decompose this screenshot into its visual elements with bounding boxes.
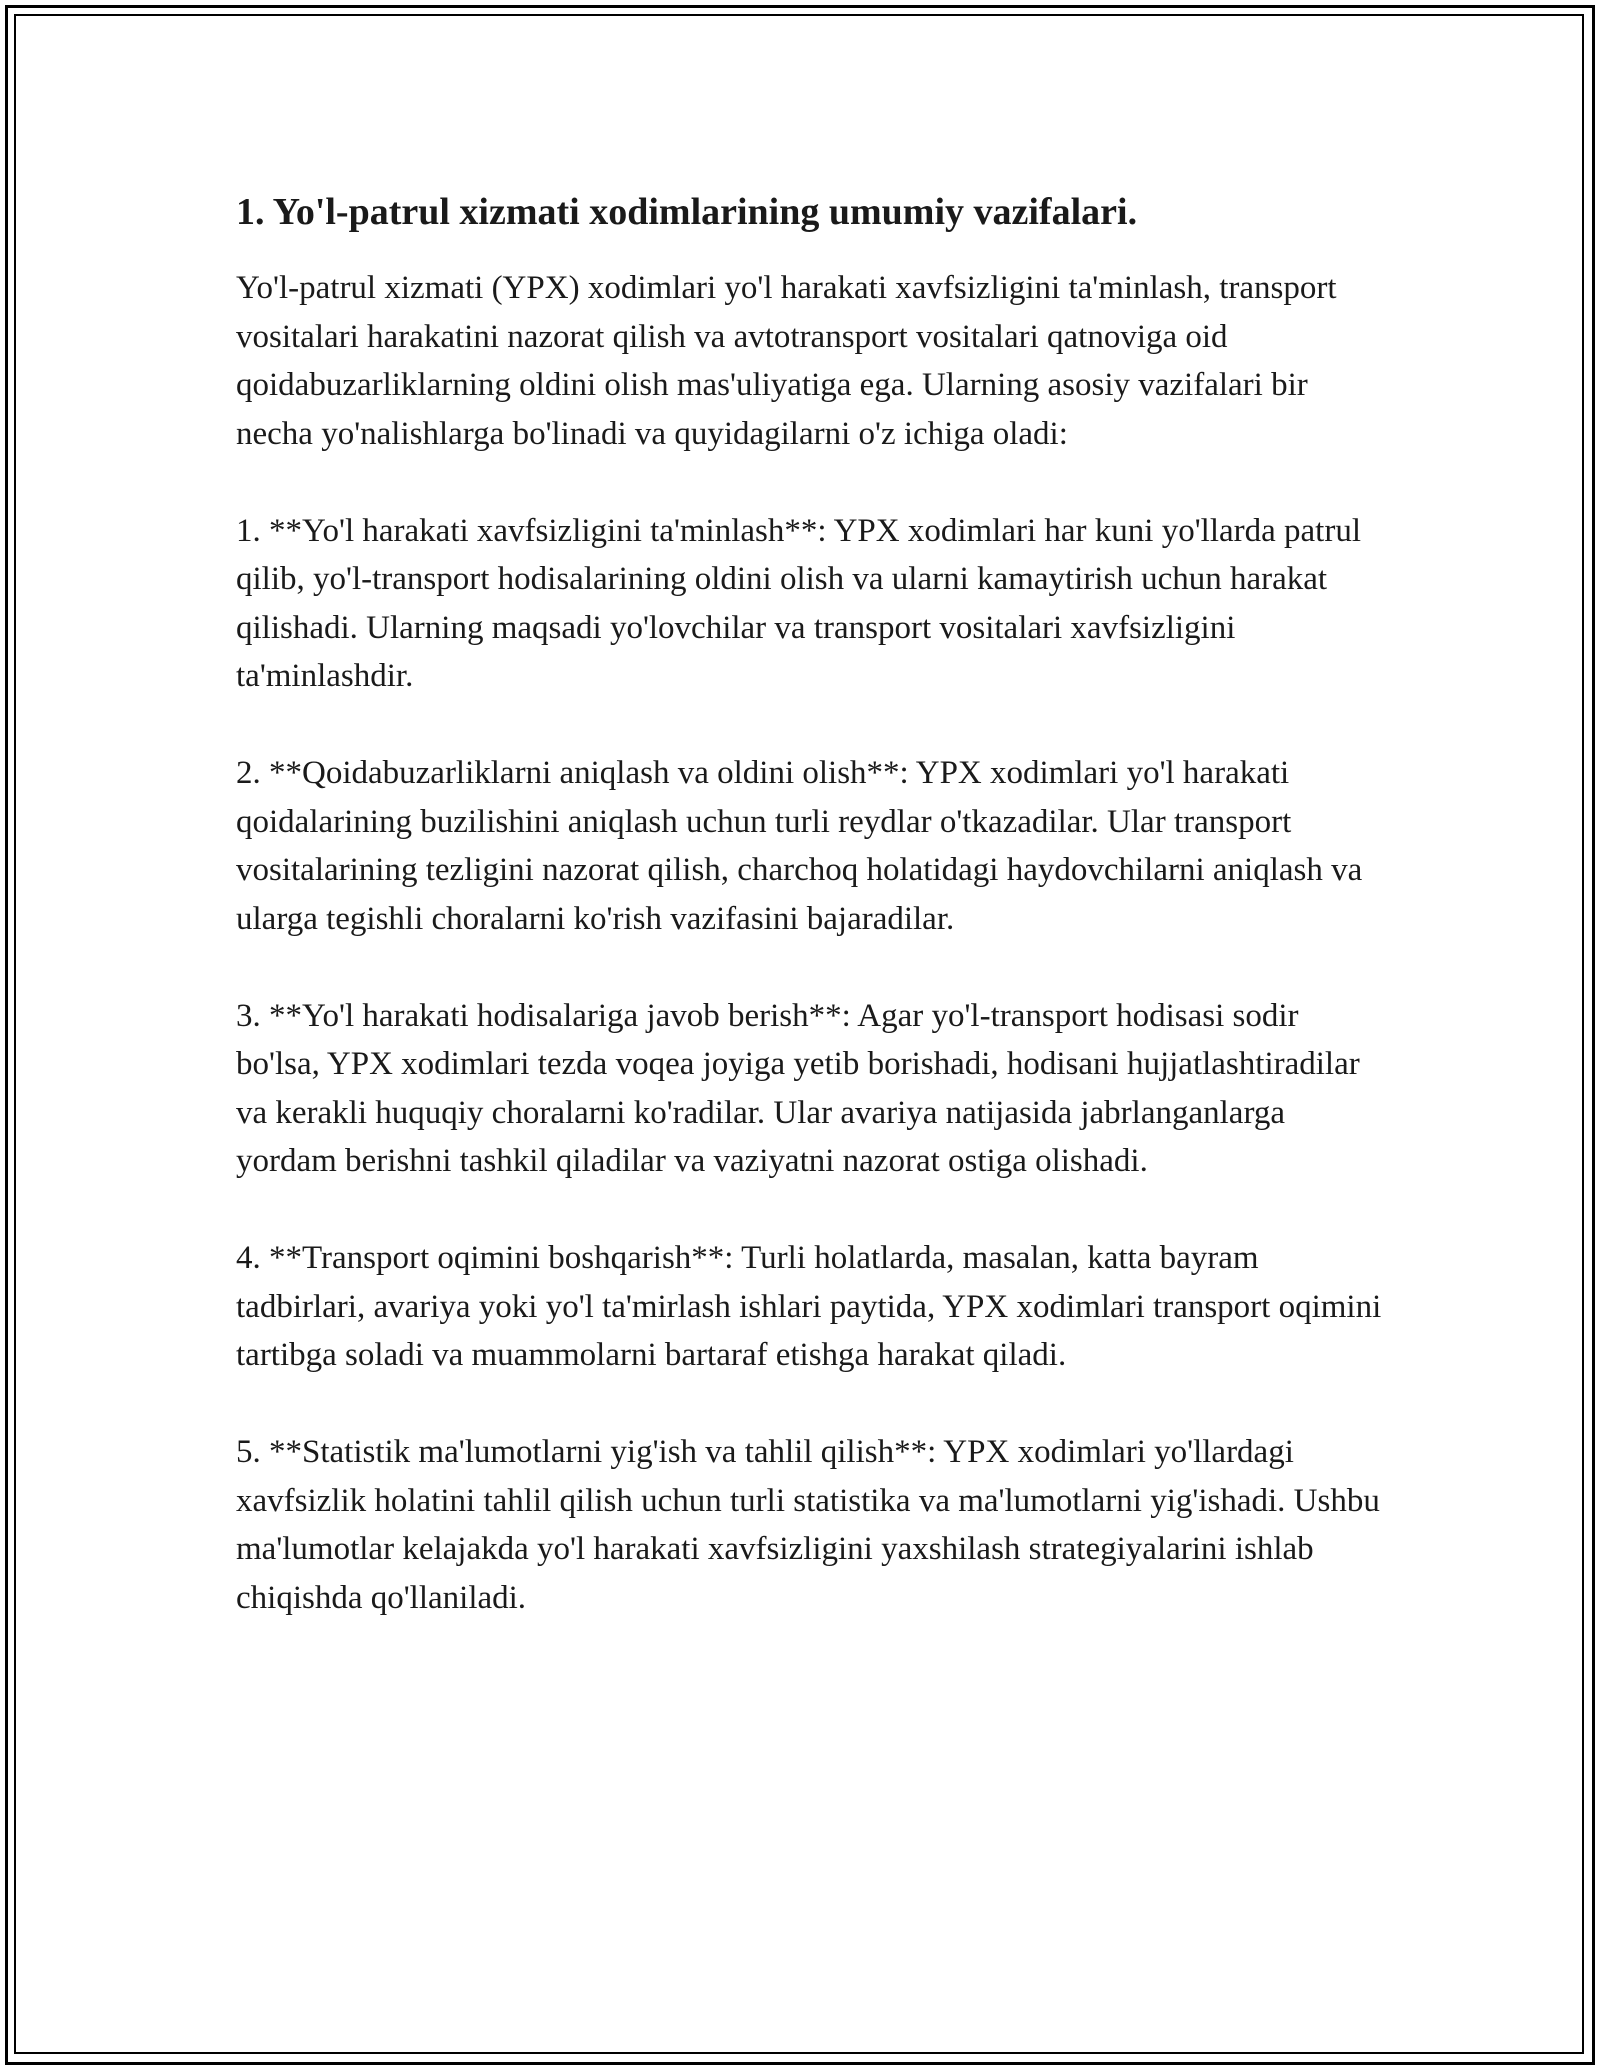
list-item: 4. **Transport oqimini boshqarish**: Turli holatlarda, masalan, katta bayram tadbirlari, avariya yoki yo'l ta'mirlash ishlari paytida, YPX xodimlari transport oqimini tartibga soladi va muammolarni bartaraf etishga harakat qiladi. — [236, 1240, 1382, 1373]
intro-paragraph: Yo'l-patrul xizmati (YPX) xodimlari yo'l harakati xavfsizligini ta'minlash, transport vositalari harakatini nazorat qilish va avtotransport vositalari qatnoviga oid qoidabuzarliklarning oldini olish mas'uliyatiga ega. Ularning asosiy vazifalari bir necha yo'nalishlarga bo'linadi va quyidagilarni o'z ichiga oladi: — [236, 270, 1337, 452]
document-title: 1. Yo'l-patrul xizmati xodimlarining umumiy vazifalari. — [236, 191, 1138, 233]
list-item: 2. **Qoidabuzarliklarni aniqlash va oldini olish**: YPX xodimlari yo'l harakati qoidalarining buzilishini aniqlash uchun turli reydlar o'tkazadilar. Ular transport vositalarining tezligini nazorat qilish, charchoq holatidagi haydovchilarni aniqlash va ularga tegishli choralarni ko'rish vazifasini bajaradilar. — [236, 755, 1363, 937]
document-body — [236, 186, 1386, 1671]
list-item: 1. **Yo'l harakati xavfsizligini ta'minlash**: YPX xodimlari har kuni yo'llarda patrul qilib, yo'l-transport hodisalarining oldini olish va ularni kamaytirish uchun harakat qilishadi. Ularning maqsadi yo'lovchilar va transport vositalari xavfsizligini ta'minlashdir. — [236, 512, 1361, 694]
list-item: 5. **Statistik ma'lumotlarni yig'ish va tahlil qilish**: YPX xodimlari yo'llardagi xavfsizlik holatini tahlil qilish uchun turli statistika va ma'lumotlarni yig'ishadi. Ushbu ma'lumotlar kelajakda yo'l harakati xavfsizligini yaxshilash strategiyalarini ishlab chiqishda qo'llaniladi. — [236, 1434, 1380, 1616]
list-item: 3. **Yo'l harakati hodisalariga javob berish**: Agar yo'l-transport hodisasi sodir bo'lsa, YPX xodimlari tezda voqea joyiga yetib borishadi, hodisani hujjatlashtiradilar va kerakli huquqiy choralarni ko'radilar. Ular avariya natijasida jabrlanganlarga yordam berishni tashkil qiladilar va vaziyatni nazorat ostiga olishadi. — [236, 997, 1360, 1179]
